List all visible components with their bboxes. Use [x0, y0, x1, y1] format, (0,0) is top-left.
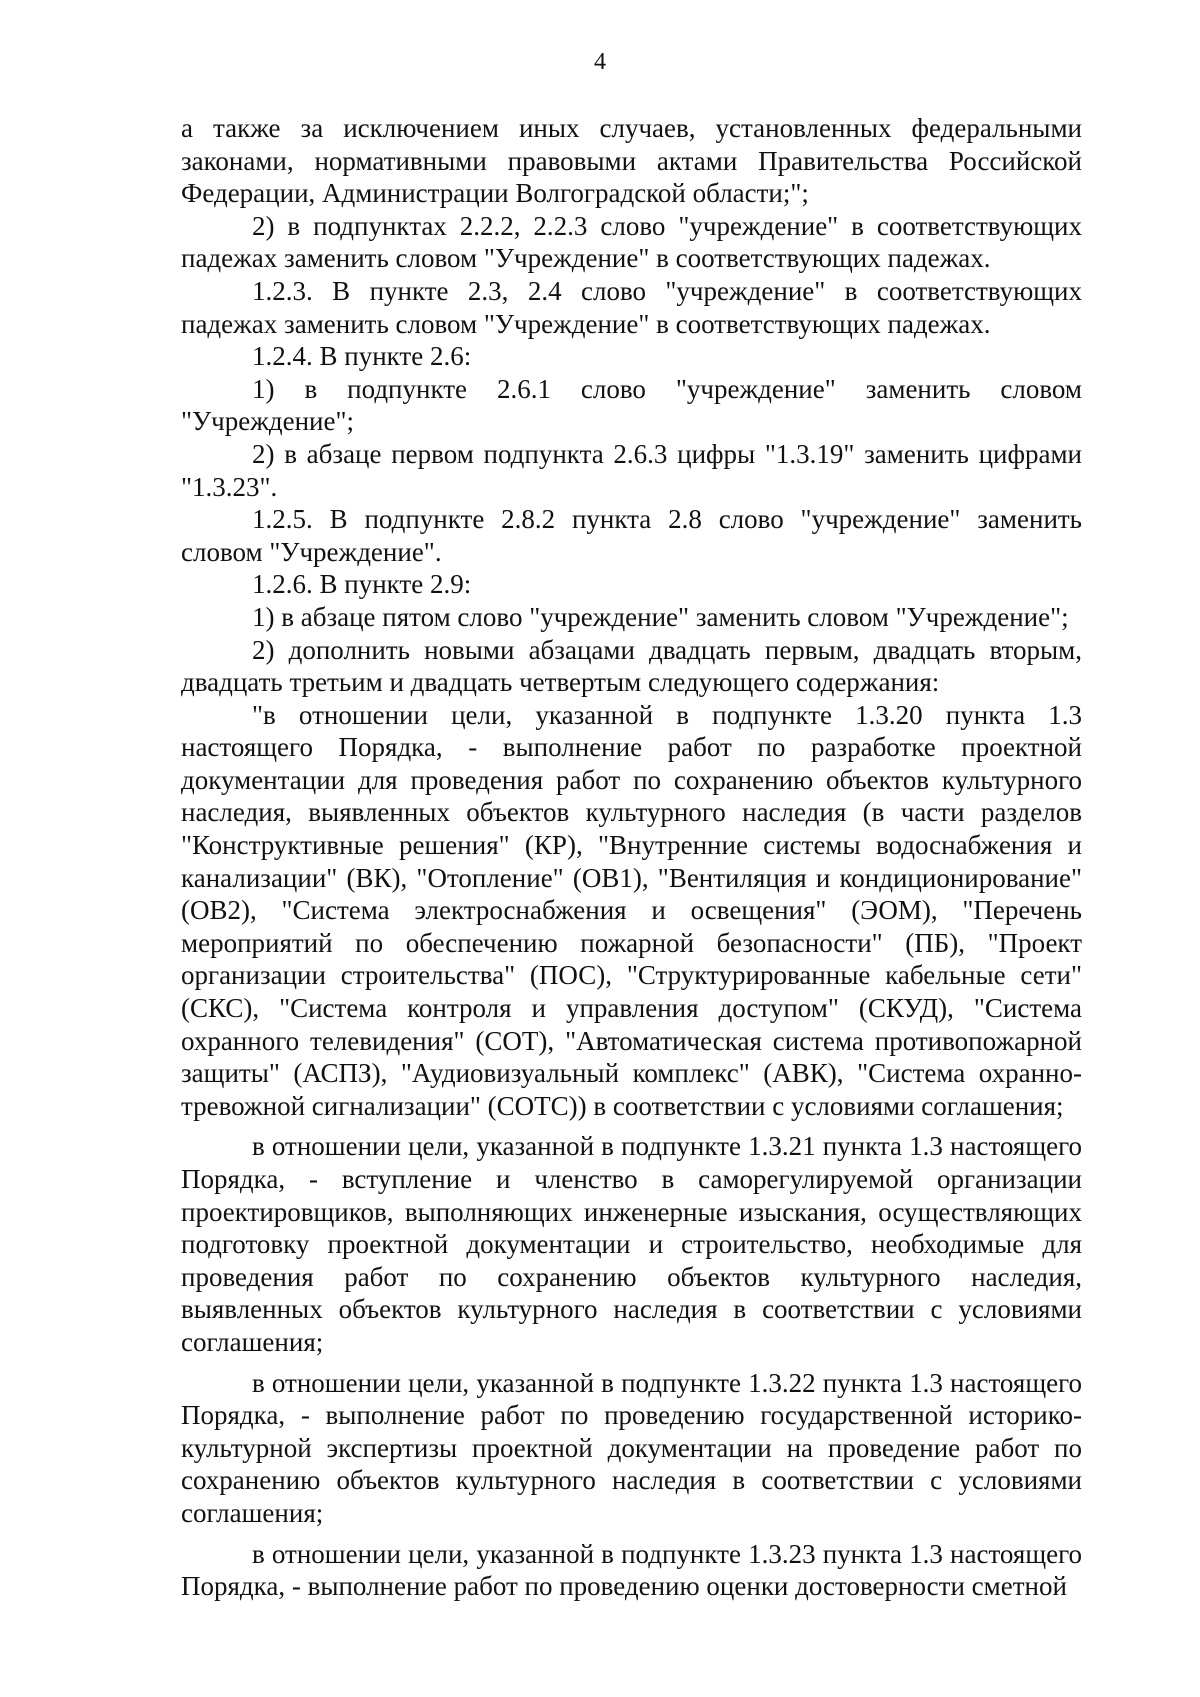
paragraph-1-2-4-item-2: 2) в абзаце первом подпункта 2.6.3 цифры "1.3.19" заменить цифрами "1.3.23". — [181, 438, 1082, 502]
paragraph-continuation: а также за исключением иных случаев, установленных федеральными законами, нормативными правовыми актами Правительства Российской Федерации, Администрации Волгоградской области;"; — [181, 113, 1082, 209]
paragraph-goal-1-3-21: в отношении цели, указанной в подпункте 1.3.21 пункта 1.3 настоящего Порядка, - вступление и членство в саморегулируемой организации проектировщиков, выполняющих инженерные изыскания, осуществляющих подготовку проектной документации и строительство, необходимые для проведения работ по сохранению объектов культурного наследия, выявленных объектов культурного наследия в соответствии с условиями соглашения; — [181, 1131, 1082, 1357]
paragraph-1-2-6: 1.2.6. В пункте 2.9: — [252, 569, 472, 600]
paragraph-goal-1-3-20: "в отношении цели, указанной в подпункте 1.3.20 пункта 1.3 настоящего Порядка, - выполнение работ по разработке проектной документации для проведения работ по сохранению объектов культурного наследия, выявленных объектов культурного наследия (в части разделов "Конструктивные решения" (КР), "Внутренние системы водоснабжения и канализации" (ВК), "Отопление" (ОВ1), "Вентиляция и кондиционирование" (ОВ2), "Система электроснабжения и освещения" (ЭОМ), "Перечень мероприятий по обеспечению пожарной безопасности" (ПБ), "Проект организации строительства" (ПОС), "Структурированные кабельные сети" (СКС), "Система контроля и управления доступом" (СКУД), "Система охранного телевидения" (СОТ), "Автоматическая система противопожарной защиты" (АСПЗ), "Аудиовизуальный комплекс" (АВК), "Система охранно-тревожной сигнализации" (СОТС)) в соответствии с условиями соглашения; — [181, 699, 1082, 1121]
paragraph-1-2-4: 1.2.4. В пункте 2.6: — [252, 341, 472, 372]
paragraph-goal-1-3-22: в отношении цели, указанной в подпункте 1.3.22 пункта 1.3 настоящего Порядка, - выполнение работ по проведению государственной историко-культурной экспертизы проектной документации на проведение работ по сохранению объектов культурного наследия в соответствии с условиями соглашения; — [181, 1367, 1082, 1528]
paragraph-1-2-4-item-1: 1) в подпункте 2.6.1 слово "учреждение" заменить словом "Учреждение"; — [181, 373, 1082, 437]
paragraph-goal-1-3-23: в отношении цели, указанной в подпункте 1.3.23 пункта 1.3 настоящего Порядка, - выполнение работ по проведению оценки достоверности сметной — [181, 1538, 1082, 1602]
paragraph-1-2-5: 1.2.5. В подпункте 2.8.2 пункта 2.8 слово "учреждение" заменить словом "Учреждение". — [181, 504, 1082, 567]
paragraph-1-2-6-item-2: 2) дополнить новыми абзацами двадцать первым, двадцать вторым, двадцать третьим и двадцать четвертым следующего содержания: — [181, 634, 1082, 698]
document-body — [181, 112, 1082, 1603]
page-number: 4 — [594, 49, 606, 75]
paragraph-subitem-2: 2) в подпунктах 2.2.2, 2.2.3 слово "учреждение" в соответствующих падежах заменить словом "Учреждение" в соответствующих падежах. — [181, 210, 1082, 274]
paragraph-1-2-3: 1.2.3. В пункте 2.3, 2.4 слово "учреждение" в соответствующих падежах заменить словом "Учреждение" в соответствующих падежах. — [181, 275, 1082, 339]
paragraph-1-2-6-item-1: 1) в абзаце пятом слово "учреждение" заменить словом "Учреждение"; — [252, 601, 1069, 632]
